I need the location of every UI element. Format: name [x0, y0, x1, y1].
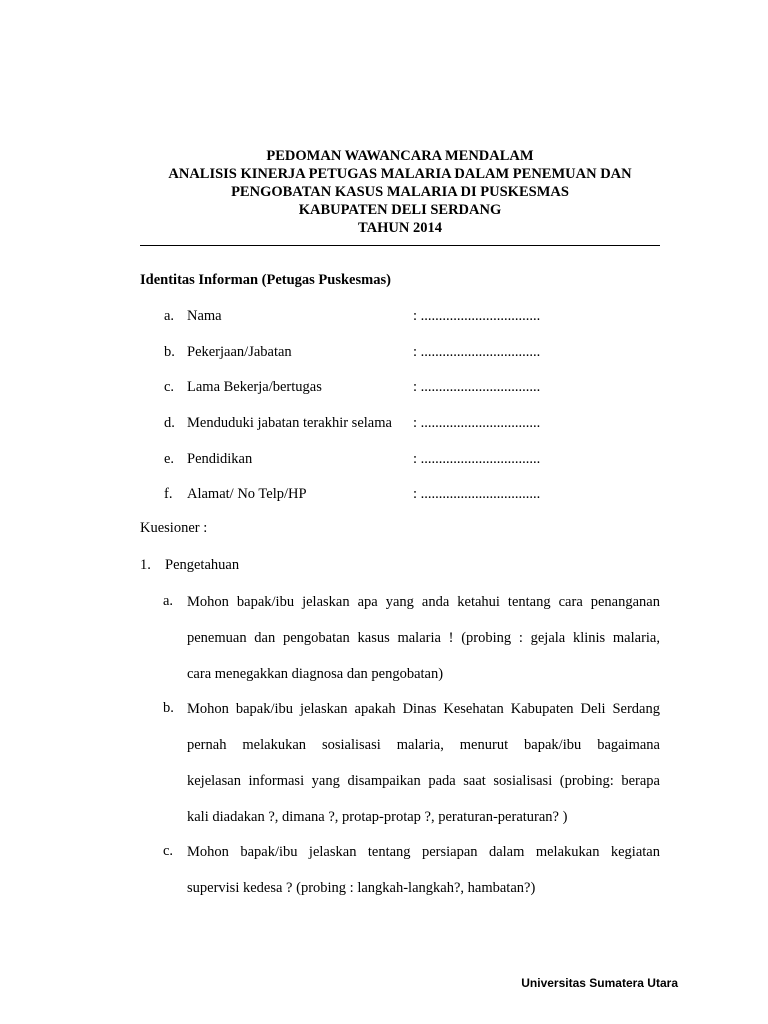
- question-marker: b.: [163, 700, 174, 716]
- field-value-blank: : .................................: [413, 486, 541, 502]
- question-line: pernah melakukan sosialisasi malaria, menurut bapak/ibu bagaimana: [187, 737, 660, 753]
- field-value-blank: : .................................: [413, 344, 541, 360]
- title-line: KABUPATEN DELI SERDANG: [298, 202, 502, 218]
- question-line: cara menegakkan diagnosa dan pengobatan): [187, 666, 444, 682]
- section-title: Pengetahuan: [165, 557, 240, 573]
- field-value-blank: : .................................: [413, 379, 541, 395]
- title-divider: [140, 245, 660, 246]
- field-value-blank: : .................................: [413, 415, 541, 431]
- footer-institution: Universitas Sumatera Utara: [521, 976, 678, 990]
- field-marker: c.: [164, 379, 175, 395]
- question-line: Mohon bapak/ibu jelaskan tentang persiapan dalam melakukan kegiatan: [187, 844, 660, 860]
- identity-field-jabatan-terakhir: [140, 415, 660, 433]
- field-label: Pendidikan: [187, 451, 253, 467]
- question-line: kali diadakan ?, dimana ?, protap-protap ?, peraturan-peraturan? ): [187, 809, 568, 825]
- identity-field-alamat: [140, 486, 660, 504]
- field-label: Nama: [187, 308, 222, 324]
- identity-field-pendidikan: [140, 451, 660, 469]
- title-line: PEDOMAN WAWANCARA MENDALAM: [266, 148, 534, 164]
- field-label: Pekerjaan/Jabatan: [187, 344, 292, 360]
- identity-field-pekerjaan: [140, 344, 660, 362]
- question-text: [187, 593, 660, 701]
- title-line: TAHUN 2014: [358, 220, 442, 236]
- question-text: [187, 843, 660, 915]
- title-line: PENGOBATAN KASUS MALARIA DI PUSKESMAS: [231, 184, 569, 200]
- question-line: penemuan dan pengobatan kasus malaria ! (probing : gejala klinis malaria,: [187, 630, 660, 646]
- question-line: Mohon bapak/ibu jelaskan apakah Dinas Kesehatan Kabupaten Deli Serdang: [187, 701, 660, 717]
- field-marker: e.: [164, 451, 175, 467]
- question-marker: c.: [163, 843, 174, 859]
- field-marker: a.: [164, 308, 175, 324]
- identity-field-nama: [140, 308, 660, 326]
- field-value-blank: : .................................: [413, 451, 541, 467]
- field-marker: d.: [164, 415, 175, 431]
- question-line: supervisi kedesa ? (probing : langkah-langkah?, hambatan?): [187, 880, 536, 896]
- kuesioner-label: Kuesioner :: [140, 520, 208, 536]
- identity-field-lama-bekerja: [140, 379, 660, 397]
- field-value-blank: : .................................: [413, 308, 541, 324]
- field-label: Menduduki jabatan terakhir selama: [187, 415, 392, 431]
- question-line: kejelasan informasi yang disampaikan pada saat sosialisasi (probing: berapa: [187, 773, 660, 789]
- question-text: [187, 700, 660, 844]
- question-line: Mohon bapak/ibu jelaskan apa yang anda ketahui tentang cara penanganan: [187, 594, 660, 610]
- field-marker: b.: [164, 344, 175, 360]
- section-number: 1.: [140, 557, 151, 573]
- title-line: ANALISIS KINERJA PETUGAS MALARIA DALAM PENEMUAN DAN: [168, 166, 632, 182]
- field-label: Lama Bekerja/bertugas: [187, 379, 322, 395]
- document-title: [140, 147, 660, 237]
- field-marker: f.: [164, 486, 173, 502]
- identity-heading: Identitas Informan (Petugas Puskesmas): [140, 272, 391, 288]
- field-label: Alamat/ No Telp/HP: [187, 486, 307, 502]
- question-marker: a.: [163, 593, 174, 609]
